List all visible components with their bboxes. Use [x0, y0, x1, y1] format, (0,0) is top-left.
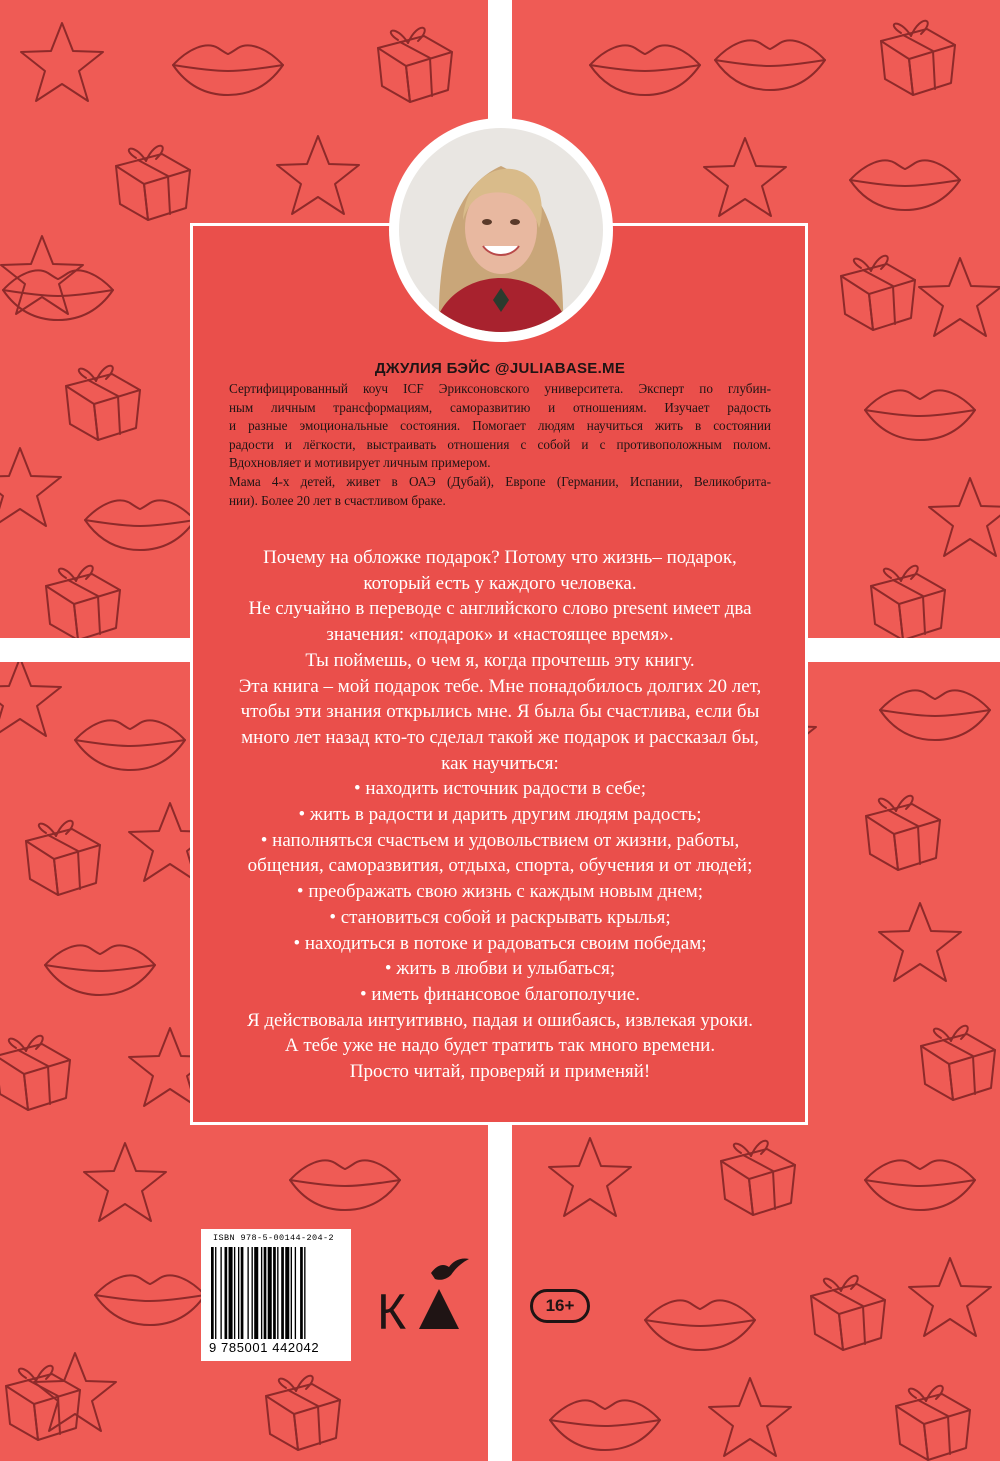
bio-line: Вдохновляет и мотивирует личным примером. [229, 455, 491, 471]
author-bio [229, 380, 771, 510]
barcode-bar [254, 1247, 258, 1339]
gift-box-icon [871, 566, 945, 640]
annotation-line: Просто читай, проверяй и применяй! [349, 1061, 651, 1083]
star-icon [84, 1143, 166, 1221]
annotation-line: Почему на обложке подарок? Потому что жизнь– подарок, [263, 547, 737, 568]
isbn-barcode [201, 1229, 351, 1361]
lips-icon [715, 40, 825, 90]
barcode-bar [291, 1247, 292, 1339]
annotation-line: общения, саморазвития, отдыха, спорта, обучения и от людей; [247, 855, 753, 877]
barcode-bar [238, 1247, 239, 1339]
lips-icon [850, 160, 960, 210]
annotation-bullet: • преображать свою жизнь с каждым новым днем; [296, 881, 704, 903]
gift-box-icon [66, 366, 140, 440]
gift-box-icon [841, 256, 915, 330]
age-rating-badge: 16+ [530, 1289, 590, 1323]
star-icon [21, 23, 103, 101]
lips-icon [85, 500, 195, 550]
barcode-bar [304, 1247, 305, 1339]
lips-icon [75, 720, 185, 770]
annotation-line: как научиться: [441, 752, 559, 774]
barcode-bars [211, 1247, 341, 1339]
barcode-bar [211, 1247, 214, 1339]
bio-line: Сертифицированный коуч ICF Эриксоновского университета. Эксперт по глубин- [229, 381, 771, 396]
bio-line: радости и лёгкости, выстраивать отношения с собой и с противоположным полом. [229, 436, 771, 452]
star-icon [929, 478, 1000, 556]
author-photo [389, 118, 613, 342]
barcode-bar [220, 1247, 221, 1339]
gift-box-icon [921, 1026, 995, 1100]
star-icon [0, 658, 61, 736]
lips-icon [865, 1160, 975, 1210]
gift-box-icon [881, 21, 955, 95]
barcode-bar [285, 1247, 289, 1339]
star-icon [0, 448, 61, 526]
gift-box-icon [811, 1276, 885, 1350]
annotation-line: много лет назад кто-то сделал такой же подарок и рассказал бы, [241, 726, 759, 748]
lips-icon [550, 1400, 660, 1450]
barcode-bar [229, 1247, 233, 1339]
lips-icon [880, 690, 990, 740]
annotation-bullet: • жить в радости и дарить другим людям радость; [298, 804, 702, 826]
annotation-bullet: • жить в любви и улыбаться; [384, 958, 616, 980]
gift-box-icon [896, 1386, 970, 1460]
barcode-bar [277, 1247, 278, 1339]
annotation-line: чтобы эти знания открылись мне. Я была бы счастлива, если бы [240, 701, 760, 723]
star-icon [704, 138, 786, 216]
lips-icon [590, 45, 700, 95]
bio-line: Мама 4-х детей, живет в ОАЭ (Дубай), Европе (Германии, Испании, Великобрита- [229, 473, 771, 489]
annotation-line: Ты поймешь, о чем я, когда прочтешь эту книгу. [305, 649, 695, 671]
star-icon [277, 136, 359, 214]
annotation-line: который есть у каждого человека. [363, 572, 637, 594]
star-icon [909, 1258, 991, 1336]
annotation-line: Эта книга – мой подарок тебе. Мне понадобилось долгих 20 лет, [238, 675, 762, 697]
lips-icon [645, 1300, 755, 1350]
barcode-bar [252, 1247, 253, 1339]
publisher-letter: К [377, 1284, 407, 1335]
barcode-bar [281, 1247, 284, 1339]
lips-icon [45, 945, 155, 995]
star-icon [549, 1138, 631, 1216]
barcode-digits: 9 785001 442042 [209, 1340, 320, 1355]
annotation-bullet: • становиться собой и раскрывать крылья; [329, 906, 671, 928]
barcode-bar [273, 1247, 276, 1339]
barcode-bar [261, 1247, 262, 1339]
publisher-triangle [419, 1289, 459, 1329]
author-name: ДЖУЛИЯ БЭЙС @JULIABASE.ME [374, 360, 626, 377]
annotation-bullet: • иметь финансовое благополучие. [360, 983, 640, 1005]
bird-icon [431, 1258, 469, 1279]
barcode-bar [225, 1247, 228, 1339]
barcode-bar [247, 1247, 248, 1339]
annotation-bullet: • находиться в потоке и радоваться своим победам; [293, 932, 707, 954]
gift-box-icon [6, 1366, 80, 1440]
gift-box-icon [721, 1141, 795, 1215]
barcode-bar [241, 1247, 244, 1339]
gift-box-icon [0, 1036, 70, 1110]
star-icon [919, 258, 1000, 336]
barcode-bar [268, 1247, 272, 1339]
author-portrait [399, 128, 603, 332]
annotation-bullet: • наполняться счастьем и удовольствием от жизни, работы, [260, 829, 740, 851]
publisher-logo [377, 1255, 473, 1335]
lips-icon [290, 1160, 400, 1210]
barcode-bar [234, 1247, 235, 1339]
annotation-line: Я действовала интуитивно, падая и ошибаясь, извлекая уроки. [246, 1009, 754, 1031]
book-annotation [200, 545, 800, 1085]
bio-line: и разные эмоциональные состояния. Помогает людям научиться жить в состоянии [229, 418, 771, 434]
star-icon [709, 1378, 791, 1456]
barcode-bar [264, 1247, 267, 1339]
annotation-bullet: • находить источник радости в себе; [354, 778, 646, 800]
annotation-line: Не случайно в переводе с английского слово present имеет два [248, 598, 752, 620]
star-icon [879, 903, 961, 981]
bio-line: ным личным трансформациям, саморазвитию и отношениям. Изучает радость [229, 399, 771, 415]
gift-box-icon [378, 28, 452, 102]
gift-box-icon [116, 146, 190, 220]
gift-box-icon [866, 796, 940, 870]
barcode-bar [295, 1247, 296, 1339]
gift-box-icon [26, 821, 100, 895]
lips-icon [173, 45, 283, 95]
lips-icon [95, 1275, 205, 1325]
annotation-line: значения: «подарок» и «настоящее время». [326, 624, 674, 646]
barcode-bar [215, 1247, 216, 1339]
isbn-label: ISBN 978-5-00144-204-2 [213, 1233, 335, 1243]
gift-box-icon [266, 1376, 340, 1450]
annotation-line: А тебе уже не надо будет тратить так много времени. [284, 1035, 716, 1057]
lips-icon [865, 390, 975, 440]
gift-box-icon [46, 566, 120, 640]
barcode-bar [300, 1247, 303, 1339]
bio-line: нии). Более 20 лет в счастливом браке. [229, 492, 446, 508]
